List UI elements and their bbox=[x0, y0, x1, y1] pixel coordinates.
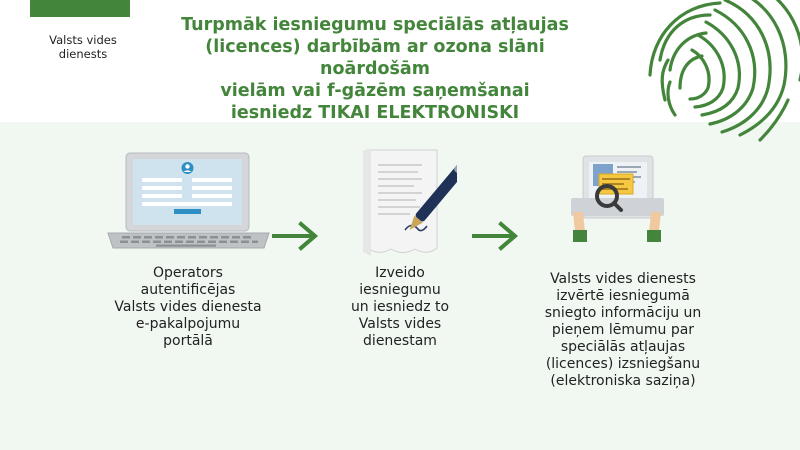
step-1-line: Operators bbox=[153, 265, 223, 281]
step-1-description bbox=[93, 265, 283, 350]
laptop-login-icon bbox=[106, 151, 271, 251]
step-2-line: Izveido bbox=[375, 265, 425, 281]
step-3-line: izvērtē iesniegumā bbox=[556, 288, 690, 304]
organization-name bbox=[28, 33, 138, 61]
step-3-line: Valsts vides dienests bbox=[550, 271, 696, 287]
step-3-line: speciālās atļaujas bbox=[560, 339, 686, 355]
document-pen-icon bbox=[345, 148, 457, 258]
step-2-line: iesniegumu bbox=[359, 282, 441, 298]
step-1-line: e-pakalpojumu bbox=[135, 316, 241, 332]
step-2-line: dienestam bbox=[363, 333, 437, 349]
step-2-line: un iesniedz to bbox=[350, 299, 450, 315]
step-1-line: Valsts vides dienesta bbox=[114, 299, 262, 315]
arrow-right-icon bbox=[472, 221, 520, 251]
logo-block bbox=[30, 0, 130, 17]
arrow-right-icon bbox=[272, 221, 320, 251]
step-3-description bbox=[513, 271, 733, 390]
org-name-line: Valsts vides bbox=[49, 33, 117, 47]
headline-line: (licences) darbībām ar ozona slāni noārdošām bbox=[205, 37, 545, 79]
step-2-line: Valsts vides bbox=[358, 316, 442, 332]
step-3-line: pieņem lēmumu par bbox=[551, 322, 695, 338]
step-3-line: (elektroniska saziņa) bbox=[550, 373, 696, 389]
step-2-description bbox=[310, 265, 490, 350]
step-3-line: (licences) izsniegšanu bbox=[545, 356, 701, 372]
step-1-line: portālā bbox=[163, 333, 213, 349]
step-3-line: sniegto informāciju un bbox=[544, 305, 702, 321]
headline-line: Turpmāk iesniegumu speciālās atļaujas bbox=[181, 15, 569, 35]
headline-line: iesniedz TIKAI ELEKTRONISKI bbox=[230, 103, 520, 123]
step-1-line: autentificējas bbox=[140, 282, 236, 298]
headline bbox=[150, 14, 600, 124]
review-magnifier-icon bbox=[565, 152, 670, 244]
org-name-line: dienests bbox=[58, 47, 108, 61]
headline-line: vielām vai f-gāzēm saņemšanai bbox=[220, 81, 530, 101]
fingerprint-icon bbox=[640, 0, 800, 150]
